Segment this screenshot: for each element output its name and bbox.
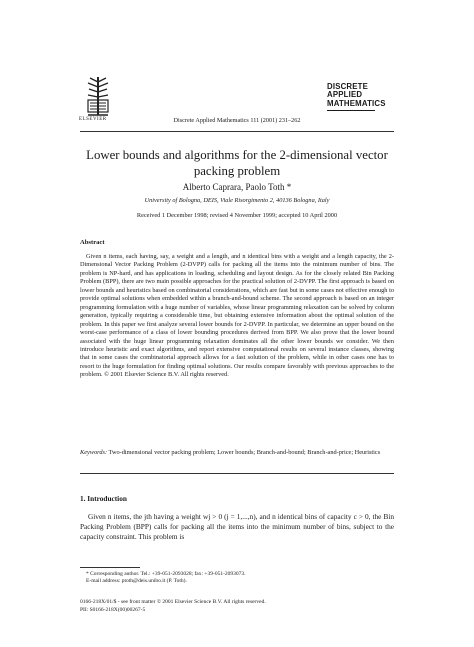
footnote-rule (80, 567, 140, 568)
paper-title (0, 147, 474, 179)
authors: Alberto Caprara, Paolo Toth * (182, 182, 292, 192)
copyright-line: 0166-218X/01/$ - see front matter © 2001 Elsevier Science B.V. All rights reserved. (80, 599, 266, 605)
introduction-text: Given n items, the jth having a weight wj > 0 (j = 1,...,n), and n identical bins of capacity c > 0, the Bin Packing Problem (BPP) calls for packing all the items into the minimum number of bins, subject to the capacity constraint. This problem is (80, 512, 394, 541)
journal-brand (327, 83, 386, 111)
title-line-1: Lower bounds and algorithms for the 2-dimensional vector (86, 148, 388, 162)
footnote (86, 571, 396, 586)
keywords-text: Two-dimensional vector packing problem; Lower bounds; Branch-and-bound; Branch-and-price; Heuristics (108, 449, 381, 456)
abstract-rule (80, 473, 394, 474)
keywords-label: Keywords: (80, 449, 108, 456)
keywords (80, 449, 394, 457)
brand-underline (327, 110, 375, 111)
publisher-name: ELSEVIER (79, 117, 107, 122)
journal-reference: Discrete Applied Mathematics 111 (2001) 231–262 (173, 117, 301, 124)
brand-line-3: MATHEMATICS (327, 98, 386, 108)
affiliation: University of Bologna, DEIS, Viale Risorgimento 2, 40136 Bologna, Italy (144, 197, 330, 204)
pii-line: PII: S0166-218X(00)00267-5 (80, 607, 146, 613)
brand-line-2: APPLIED (327, 90, 363, 100)
title-line-2: packing problem (193, 164, 281, 178)
abstract-heading: Abstract (80, 239, 105, 246)
footnote-email: E-mail address: ptoth@deis.unibo.it (P. Toth). (86, 578, 187, 585)
received-dates: Received 1 December 1998; revised 4 November 1999; accepted 10 April 2000 (136, 212, 338, 219)
copyright-info (80, 598, 400, 614)
elsevier-tree-logo-icon (84, 74, 112, 118)
section-heading-introduction: 1. Introduction (80, 494, 127, 503)
brand-line-1: DISCRETE (327, 82, 369, 91)
abstract-text: Given n items, each having, say, a weight and a length, and n identical bins with a weight and a length capacity, the 2-Dimensional Vector Packing Problem (2-DVPP) calls for packing all the items into the minimum number of bins. The problem is NP-hard, and has applications in loading, scheduling and layout design. As for the closely related Bin Packing Problem (BPP), there are two main possible approaches for the practical solution of 2-DVPP. The first approach is based on lower bounds and heuristics based on combinatorial considerations, which are fast but in some cases not effective enough to provide optimal solutions when embedded within a branch-and-bound scheme. The second approach is based on an integer programming formulation with a huge number of variables, whose linear programming relaxation can be solved by column generation, typically requiring a considerable time, but obtaining extensive information about the optimal solution of the problem. In this paper we first analyze several lower bounds for 2-DVPP. In particular, we determine an upper bound on the worst-case performance of a class of lower bounding procedures derived from BPP. We also prove that the lower bound associated with the huge linear programming relaxation dominates all the other lower bounds we consider. We then introduce heuristic and exact algorithms, and report extensive computational results on several instance classes, showing that in some cases the combinatorial approach allows for a fast solution of the problem, while in other cases one has to resort to the huge formulation for finding optimal solutions. Our results compare favorably with previous approaches to the problem. © 2001 Elsevier Science B.V. All rights reserved. (80, 253, 394, 379)
footnote-line-1: * Corresponding author. Tel.: +39-051-2093028; fax: +39-051-2093073. (86, 571, 246, 577)
header-rule (80, 131, 394, 132)
